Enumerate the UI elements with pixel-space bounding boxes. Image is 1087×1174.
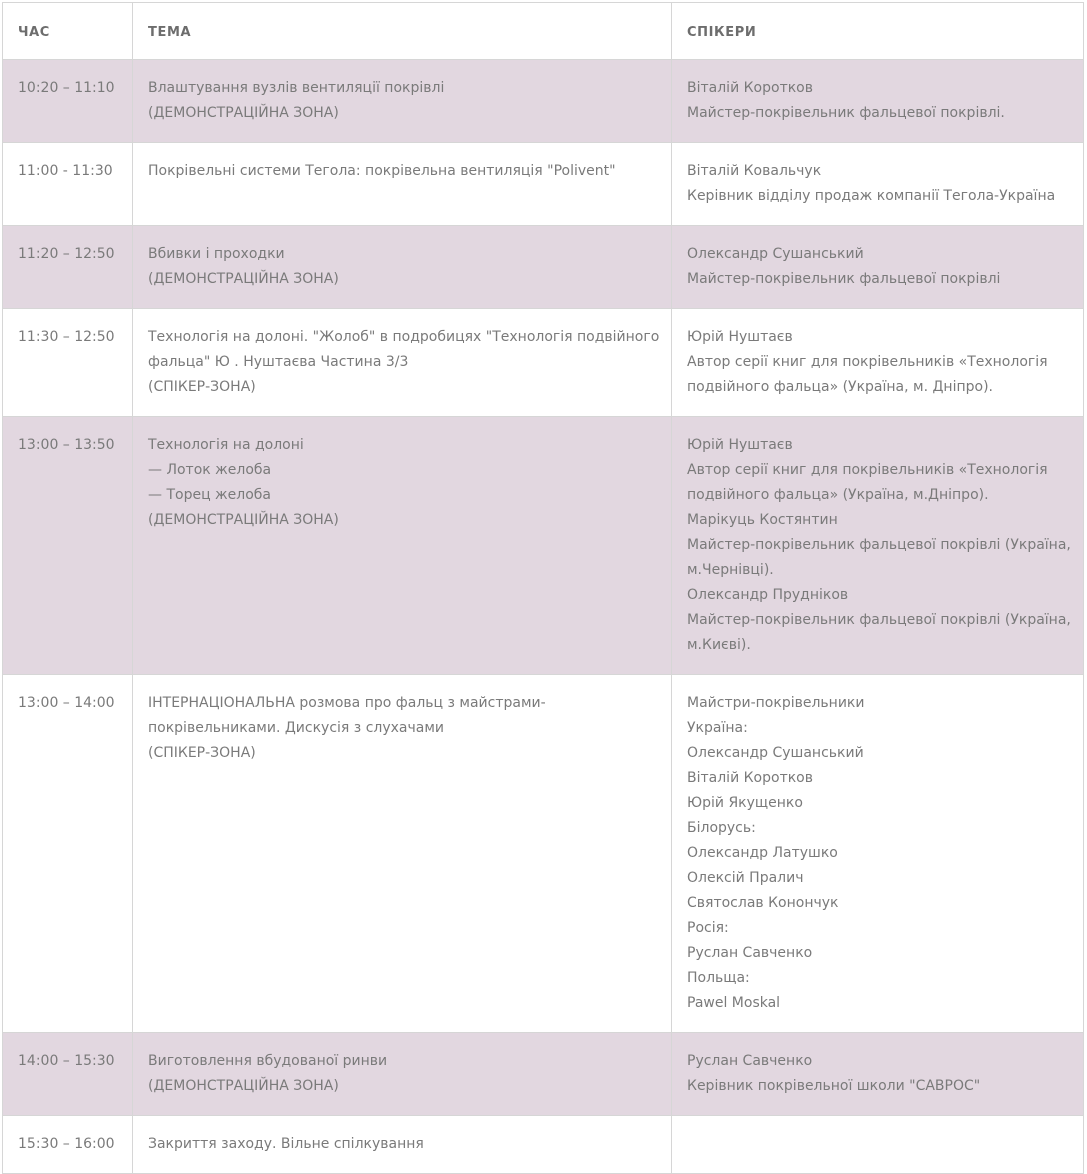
- speaker-line: Майстер-покрівельник фальцевої покрівлі: [687, 271, 1001, 287]
- topic-line: (СПІКЕР-ЗОНА): [148, 745, 256, 761]
- schedule-body: [3, 60, 1084, 1174]
- speaker-line: Святослав Конончук: [687, 895, 839, 911]
- speaker-line: Юрій Якущенко: [687, 795, 803, 811]
- topic-line: Виготовлення вбудованої ринви: [148, 1053, 388, 1069]
- topic-cell: [133, 143, 672, 226]
- speaker-line: Віталій Коротков: [687, 80, 813, 96]
- topic-line: — Лоток желоба: [148, 462, 272, 478]
- speaker-line: Олександр Прудніков: [687, 587, 849, 603]
- topic-cell: [133, 226, 672, 309]
- table-row: [3, 309, 1084, 417]
- speaker-line: Pawel Moskal: [687, 995, 781, 1011]
- speaker-line: Автор серії книг для покрівельників «Технологія: [687, 462, 1048, 478]
- speaker-line: Олексій Пралич: [687, 870, 804, 886]
- topic-line: Технологія на долоні. "Жолоб" в подробицях "Технологія подвійного: [148, 329, 660, 345]
- speaker-line: Польща:: [687, 970, 750, 986]
- topic-line: Вбивки і проходки: [148, 246, 285, 262]
- speaker-line: Україна:: [687, 720, 748, 736]
- header-speakers: СПІКЕРИ: [672, 3, 1084, 60]
- speakers-cell: [672, 60, 1084, 143]
- topic-line: (СПІКЕР-ЗОНА): [148, 379, 256, 395]
- speakers-cell: [672, 675, 1084, 1033]
- topic-line: Закриття заходу. Вільне спілкування: [148, 1136, 424, 1152]
- speaker-line: Керівник відділу продаж компанії Тегола-Україна: [687, 188, 1056, 204]
- speaker-line: Білорусь:: [687, 820, 756, 836]
- topic-line: (ДЕМОНСТРАЦІЙНА ЗОНА): [148, 1078, 339, 1094]
- header-topic: ТЕМА: [133, 3, 672, 60]
- time-cell: 11:00 - 11:30: [3, 143, 133, 226]
- speaker-line: Руслан Савченко: [687, 1053, 813, 1069]
- table-row: [3, 1116, 1084, 1174]
- time-cell: 13:00 – 14:00: [3, 675, 133, 1033]
- speaker-line: Майстри-покрівельники: [687, 695, 865, 711]
- speaker-line: подвійного фальца» (Україна, м. Дніпро).: [687, 379, 993, 395]
- schedule-table: [2, 2, 1084, 1174]
- speaker-line: Юрій Нуштаєв: [687, 437, 793, 453]
- topic-cell: [133, 60, 672, 143]
- table-row: [3, 417, 1084, 675]
- speaker-line: Майстер-покрівельник фальцевої покрівлі (Україна,: [687, 537, 1071, 553]
- time-cell: 10:20 – 11:10: [3, 60, 133, 143]
- speaker-line: Керівник покрівельної школи "САВРОС": [687, 1078, 981, 1094]
- speakers-cell: [672, 226, 1084, 309]
- topic-line: фальца" Ю . Нуштаєва Частина 3/3: [148, 354, 409, 370]
- speaker-line: Росія:: [687, 920, 729, 936]
- topic-line: Технологія на долоні: [148, 437, 304, 453]
- time-cell: 11:20 – 12:50: [3, 226, 133, 309]
- table-row: [3, 675, 1084, 1033]
- header-time: ЧАС: [3, 3, 133, 60]
- header-row: [3, 3, 1084, 60]
- time-cell: 15:30 – 16:00: [3, 1116, 133, 1174]
- time-cell: 11:30 – 12:50: [3, 309, 133, 417]
- table-row: [3, 60, 1084, 143]
- topic-cell: [133, 309, 672, 417]
- speaker-line: м.Києві).: [687, 637, 751, 653]
- topic-line: Покрівельні системи Тегола: покрівельна вентиляція "Polivent": [148, 163, 616, 179]
- table-row: [3, 143, 1084, 226]
- speaker-line: Автор серії книг для покрівельників «Технологія: [687, 354, 1048, 370]
- speakers-cell: [672, 417, 1084, 675]
- time-cell: 14:00 – 15:30: [3, 1033, 133, 1116]
- speaker-line: Олександр Сушанський: [687, 745, 864, 761]
- table-row: [3, 226, 1084, 309]
- topic-line: покрівельниками. Дискусія з слухачами: [148, 720, 444, 736]
- topic-cell: [133, 675, 672, 1033]
- topic-line: (ДЕМОНСТРАЦІЙНА ЗОНА): [148, 105, 339, 121]
- speaker-line: подвійного фальца» (Україна, м.Дніпро).: [687, 487, 989, 503]
- speaker-line: Юрій Нуштаєв: [687, 329, 793, 345]
- speaker-line: Віталій Коротков: [687, 770, 813, 786]
- topic-line: (ДЕМОНСТРАЦІЙНА ЗОНА): [148, 512, 339, 528]
- speaker-line: Олександр Латушко: [687, 845, 838, 861]
- speakers-cell: [672, 1033, 1084, 1116]
- speaker-line: Віталій Ковальчук: [687, 163, 822, 179]
- topic-cell: [133, 417, 672, 675]
- speaker-line: Руслан Савченко: [687, 945, 813, 961]
- speaker-line: Олександр Сушанський: [687, 246, 864, 262]
- topic-line: (ДЕМОНСТРАЦІЙНА ЗОНА): [148, 271, 339, 287]
- speaker-line: м.Чернівці).: [687, 562, 774, 578]
- topic-line: — Торец желоба: [148, 487, 271, 503]
- topic-line: Влаштування вузлів вентиляції покрівлі: [148, 80, 445, 96]
- speakers-cell: [672, 143, 1084, 226]
- table-row: [3, 1033, 1084, 1116]
- speaker-line: Марікуць Костянтин: [687, 512, 838, 528]
- speaker-line: Майстер-покрівельник фальцевої покрівлі.: [687, 105, 1005, 121]
- speakers-cell: [672, 1116, 1084, 1174]
- topic-line: ІНТЕРНАЦІОНАЛЬНА розмова про фальц з майстрами-: [148, 695, 546, 711]
- speakers-cell: [672, 309, 1084, 417]
- speaker-line: Майстер-покрівельник фальцевої покрівлі (Україна,: [687, 612, 1071, 628]
- topic-cell: [133, 1116, 672, 1174]
- topic-cell: [133, 1033, 672, 1116]
- time-cell: 13:00 – 13:50: [3, 417, 133, 675]
